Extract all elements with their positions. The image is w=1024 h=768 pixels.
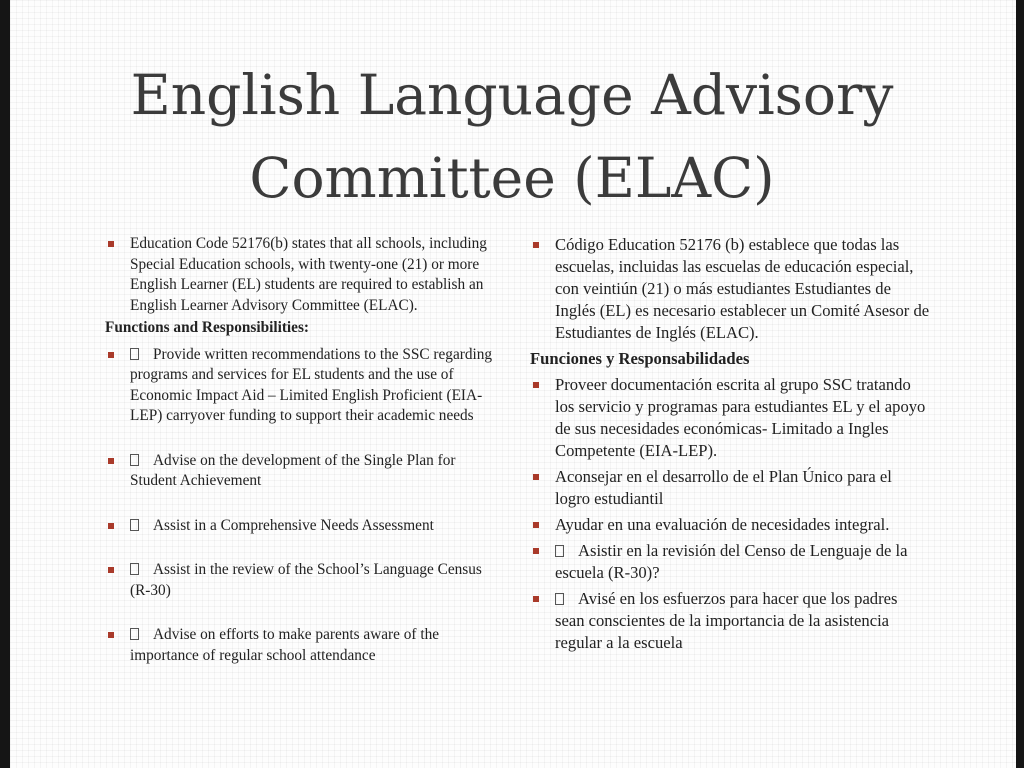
missing-glyph-icon [130,519,139,531]
square-bullet-icon [533,242,539,248]
square-bullet-icon [108,241,114,247]
list-item [105,345,505,427]
list-item [105,516,505,537]
square-bullet-icon [533,596,539,602]
list-item [530,540,930,584]
square-bullet-icon [108,458,114,464]
left-intro-text: Education Code 52176(b) states that all schools, including Special Education schools, with twenty-one (21) or more English Learner (EL) students are required to establish an English Learner Advisory Committee (ELAC). [130,235,487,314]
right-border [1016,0,1024,768]
right-section-heading: Funciones y Responsabilidades [530,349,750,368]
right-intro-list [530,234,930,344]
list-item [105,560,505,601]
left-column [105,234,505,666]
left-section-heading: Functions and Responsibilities: [105,319,310,336]
list-item [530,588,930,654]
list-item-text: Advise on the development of the Single Plan for Student Achievement [130,451,456,489]
missing-glyph-icon [130,628,139,640]
square-bullet-icon [533,382,539,388]
list-item [105,451,505,492]
list-item [105,625,505,666]
square-bullet-icon [533,522,539,528]
left-border [0,0,10,768]
square-bullet-icon [108,352,114,358]
left-responsibilities-list [105,345,505,667]
missing-glyph-icon [555,545,564,557]
square-bullet-icon [108,567,114,573]
missing-glyph-icon [130,348,139,360]
list-item-text: Avisé en los esfuerzos para hacer que los padres sean conscientes de la importancia de la asistencia regular a la escuela [555,589,898,652]
list-item-text: Asistir en la revisión del Censo de Lenguaje de la escuela (R-30)? [555,541,908,582]
missing-glyph-icon [130,454,139,466]
list-item-text: Proveer documentación escrita al grupo SSC tratando los servicio y programas para estudiantes EL y el apoyo de sus necesidades económicas- Limitado a Ingles Competente (EIA-LEP). [555,375,926,460]
square-bullet-icon [108,632,114,638]
right-intro-text: Código Education 52176 (b) establece que todas las escuelas, incluidas las escuelas de educación especial, con veintiún (21) o más estudiantes Estudiantes de Inglés (EL) es necesario establecer un Comité Asesor de Estudiantes de Inglés (ELAC). [555,235,930,342]
list-item [105,234,505,316]
list-item-text: Advise on efforts to make parents aware of the importance of regular school attendance [130,626,440,664]
square-bullet-icon [533,474,539,480]
list-item [530,234,930,344]
missing-glyph-icon [555,593,564,605]
list-item-text: Ayudar en una evaluación de necesidades integral. [555,515,890,534]
missing-glyph-icon [130,563,139,575]
list-item-text: Aconsejar en el desarrollo de el Plan Único para el logro estudiantil [555,467,892,508]
slide-title: English Language Advisory Committee (ELAC) [130,63,894,210]
list-item-text: Assist in a Comprehensive Needs Assessment [153,516,434,534]
square-bullet-icon [108,523,114,529]
right-responsibilities-list [530,374,930,654]
list-item-text: Provide written recommendations to the SSC regarding programs and services for EL students and the use of Economic Impact Aid – Limited English Proficient (EIA-LEP) carryover funding to support their academic needs [130,345,493,424]
square-bullet-icon [533,548,539,554]
right-column [530,234,930,658]
list-item [530,374,930,462]
list-item-text: Assist in the review of the School’s Language Census (R-30) [130,561,482,599]
list-item [530,466,930,510]
left-intro-list [105,234,505,316]
list-item [530,514,930,536]
